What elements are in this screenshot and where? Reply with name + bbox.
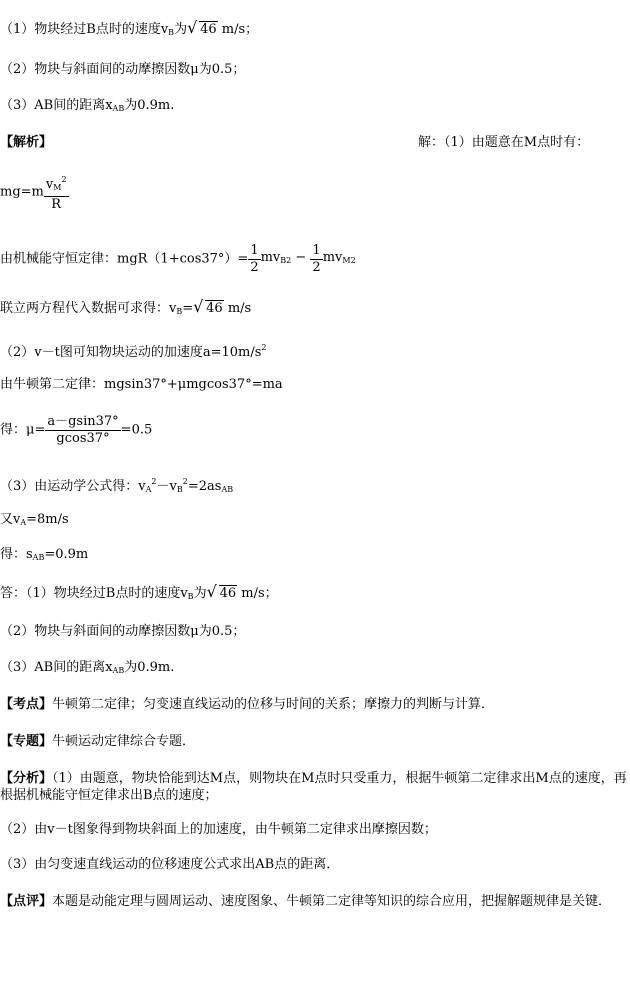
zhuanti-section: 【专题】牛顿运动定律综合专题． <box>0 734 196 749</box>
part3-va: 又$v_A=8m/s$ <box>0 512 69 527</box>
part2-acceleration: （2）v－t图可知物块运动的加速度$a=10m/s^2$ <box>0 343 267 360</box>
fenxi-item-3: （3）由匀变速直线运动的位移速度公式求出AB点的距离． <box>0 857 340 872</box>
answer-bottom-3: （3）AB间的距离$x_{AB}$为0.9m. <box>0 660 175 675</box>
answer-top-3: （3）AB间的距离$x_{AB}$为0.9m. <box>0 98 175 113</box>
part3-formula: （3）由运动学公式得：$v_A^2-v_B^2=2as_{AB}$ <box>0 477 234 494</box>
part2-mu: 得：μ= $\frac{a-gsin37^\circ}{gcos37^\circ}$ =0.5 <box>0 414 153 446</box>
answer-bottom-2: （2）物块与斜面间的动摩擦因数μ为0.5； <box>0 624 246 639</box>
part3-s: 得：$s_{AB}=0.9m$ <box>0 547 89 562</box>
part2-newton: 由牛顿第二定律：mgsin37°+μmgcos37°=ma <box>0 377 283 392</box>
analysis-heading: 【解析】 <box>0 135 53 150</box>
equation-1: mg=m $\frac{v_M^2}{R}$ <box>0 172 69 213</box>
analysis-intro: 解：（1）由题意在M点时有： <box>418 135 590 150</box>
dianping-section: 【点评】本题是动能定理与圆周运动、速度图象、牛顿第二定律等知识的综合应用，把握解题规律是关键． <box>0 894 612 909</box>
answer-top-2: （2）物块与斜面间的动摩擦因数μ为0.5； <box>0 62 246 77</box>
equation-3: 联立两方程代入数据可求得：$v_B=$ √ 46 m/s <box>0 297 252 316</box>
sqrt-symbol: √ 46 <box>187 18 217 37</box>
fenxi-section: 【分析】（1）由题意，物块恰能到达M点，则物块在M点时只受重力，根据牛顿第二定律求出M点的速度，再根据机械能守恒定律求出B点的速度； <box>0 771 627 803</box>
fenxi-item-2: （2）由v－t图象得到物块斜面上的加速度，由牛顿第二定律求出摩擦因数； <box>0 822 437 837</box>
equation-2: 由机械能守恒定律：mgR（1+cos37°）= $\frac{1}{2}$ $mv_{B2}$ − $\frac{1}{2}$ $mv_{M2}$ <box>0 243 356 275</box>
answer-top-1: （1）物块经过B点时的速度$v_B$为 √ 46 m/s； <box>0 18 259 37</box>
answer-bottom-1: 答：（1）物块经过B点时的速度$v_B$为 √ 46 m/s； <box>0 582 278 601</box>
kaodian-section: 【考点】牛顿第二定律；匀变速直线运动的位移与时间的关系；摩擦力的判断与计算． <box>0 697 495 712</box>
